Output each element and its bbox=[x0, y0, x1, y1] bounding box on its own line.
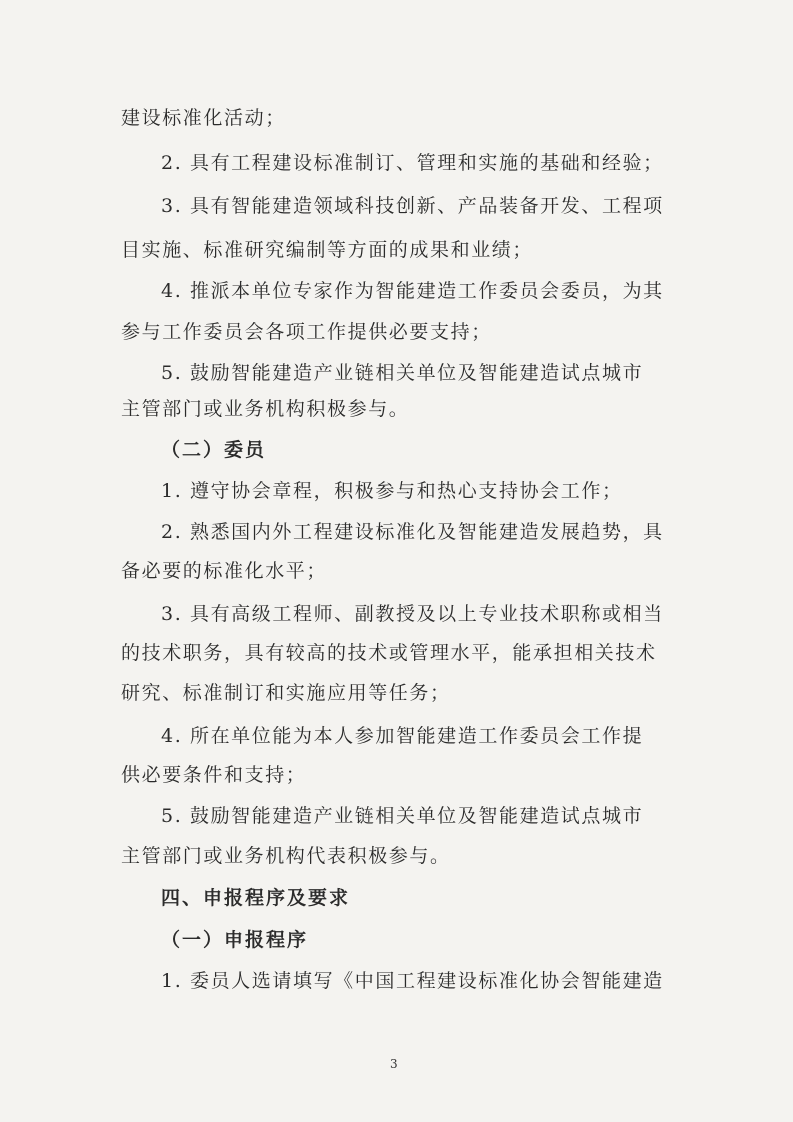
subsection-heading-procedure: （一）申报程序 bbox=[161, 929, 309, 951]
text-line: 目实施、标准研究编制等方面的成果和业绩； bbox=[121, 239, 534, 261]
section-heading-members: （二）委员 bbox=[161, 439, 267, 461]
page-number: 3 bbox=[390, 1057, 398, 1071]
text-line: 5. 鼓励智能建造产业链相关单位及智能建造试点城市 bbox=[161, 362, 644, 384]
text-line: 备必要的标准化水平； bbox=[121, 560, 328, 582]
text-line: 的技术职务，具有较高的技术或管理水平，能承担相关技术 bbox=[121, 642, 657, 664]
text-line: 主管部门或业务机构积极参与。 bbox=[121, 398, 410, 420]
text-line: 参与工作委员会各项工作提供必要支持； bbox=[121, 321, 492, 343]
text-line: 1. 遵守协会章程，积极参与和热心支持协会工作； bbox=[161, 480, 623, 502]
text-line: 4. 推派本单位专家作为智能建造工作委员会委员，为其 bbox=[161, 280, 664, 302]
section-heading-application: 四、申报程序及要求 bbox=[161, 887, 351, 909]
text-line: 供必要条件和支持； bbox=[121, 764, 307, 786]
text-line: 3. 具有高级工程师、副教授及以上专业技术职称或相当 bbox=[161, 603, 664, 625]
text-line: 5. 鼓励智能建造产业链相关单位及智能建造试点城市 bbox=[161, 805, 644, 827]
text-line: 2. 熟悉国内外工程建设标准化及智能建造发展趋势，具 bbox=[161, 521, 664, 543]
text-line: 研究、标准制订和实施应用等任务； bbox=[121, 682, 451, 704]
text-line: 3. 具有智能建造领域科技创新、产品装备开发、工程项 bbox=[161, 195, 664, 217]
text-line: 主管部门或业务机构代表积极参与。 bbox=[121, 845, 451, 867]
text-line: 1. 委员人选请填写《中国工程建设标准化协会智能建造 bbox=[161, 970, 664, 992]
text-line: 建设标准化活动； bbox=[121, 107, 286, 129]
text-line: 2. 具有工程建设标准制订、管理和实施的基础和经验； bbox=[161, 152, 664, 174]
text-line: 4. 所在单位能为本人参加智能建造工作委员会工作提 bbox=[161, 725, 644, 747]
